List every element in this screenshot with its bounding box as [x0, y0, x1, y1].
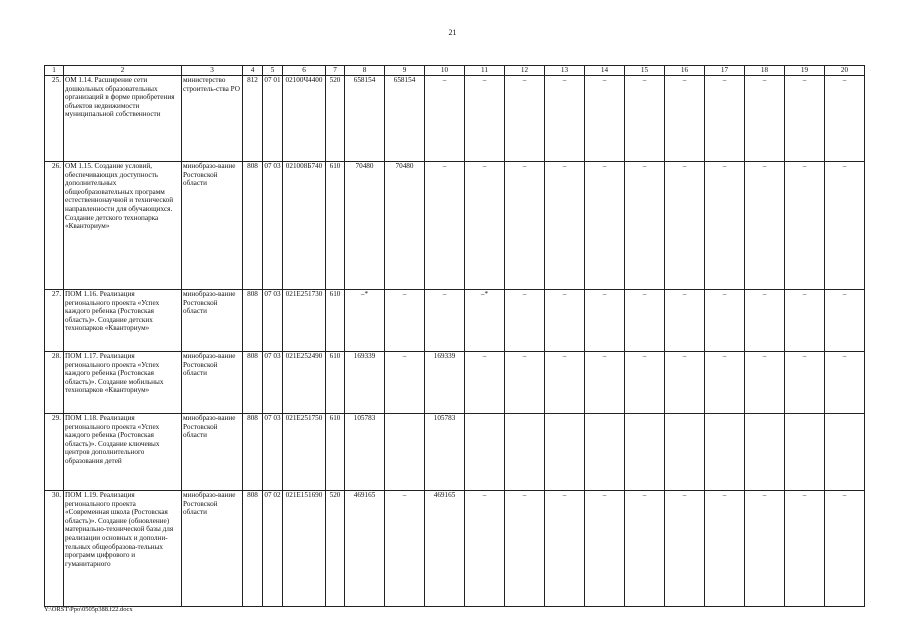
value-cell: –: [745, 76, 785, 162]
executor: министерство строитель-ства РО: [182, 76, 243, 162]
value-cell: 520: [326, 76, 345, 162]
header-cell: 20: [825, 66, 865, 76]
table-row: [45, 290, 865, 352]
measure-name: ОМ 1.15. Создание условий, обеспечивающих доступность дополнительных общеобразовательных программ естественнонаучной и технической направленности для обучающихся. Создание детского технопарка «Кванториум»: [64, 162, 182, 290]
value-cell: –: [705, 162, 745, 290]
value-cell: –: [625, 162, 665, 290]
header-cell: 4: [243, 66, 263, 76]
header-cell: 17: [705, 66, 745, 76]
value-cell: [745, 414, 785, 491]
value-cell: –: [745, 162, 785, 290]
value-cell: 70480: [385, 162, 425, 290]
header-cell: 3: [182, 66, 243, 76]
value-cell: –: [505, 162, 545, 290]
value-cell: –: [705, 290, 745, 352]
row-number: 25.: [45, 76, 64, 162]
value-cell: 07 03: [263, 352, 283, 414]
measure-name: ПОМ 1.19. Реализация регионального проекта «Современная школа (Ростовская область)». Создание (обновление) материально-технической базы для реализации основных и дополни-тельных общеобразова-тельных программ цифрового и гуманитарного: [64, 491, 182, 607]
value-cell: 169339: [345, 352, 385, 414]
value-cell: [585, 414, 625, 491]
value-cell: –: [585, 76, 625, 162]
table-row: [45, 352, 865, 414]
value-cell: 105783: [345, 414, 385, 491]
value-cell: –*: [465, 290, 505, 352]
value-cell: –: [745, 491, 785, 607]
value-cell: –: [705, 491, 745, 607]
value-cell: –: [665, 290, 705, 352]
value-cell: –: [465, 76, 505, 162]
value-cell: –: [385, 491, 425, 607]
row-number: 26.: [45, 162, 64, 290]
header-cell: 16: [665, 66, 705, 76]
value-cell: –: [785, 290, 825, 352]
value-cell: –: [625, 76, 665, 162]
file-path-footer: Y:\ORST\Ppo\0505p388.f22.docx: [44, 606, 133, 613]
value-cell: –: [745, 290, 785, 352]
value-cell: –: [825, 162, 865, 290]
value-cell: –*: [345, 290, 385, 352]
value-cell: 021E252490: [283, 352, 326, 414]
row-number: 29.: [45, 414, 64, 491]
header-cell: 2: [64, 66, 182, 76]
header-row: [45, 66, 865, 76]
value-cell: –: [545, 352, 585, 414]
value-cell: –: [625, 352, 665, 414]
header-cell: 15: [625, 66, 665, 76]
value-cell: –: [425, 162, 465, 290]
measure-name: ПОМ 1.18. Реализация регионального проекта «Успех каждого ребенка (Ростовская область)». Создание ключевых центров дополнительного образования детей: [64, 414, 182, 491]
value-cell: 610: [326, 414, 345, 491]
executor: минобразо-вание Ростовской области: [182, 290, 243, 352]
value-cell: 07 03: [263, 414, 283, 491]
value-cell: 021008Б740: [283, 162, 326, 290]
value-cell: [625, 414, 665, 491]
value-cell: 658154: [345, 76, 385, 162]
value-cell: –: [665, 352, 705, 414]
row-number: 27.: [45, 290, 64, 352]
header-cell: 18: [745, 66, 785, 76]
value-cell: [385, 414, 425, 491]
table-row: [45, 76, 865, 162]
value-cell: –: [505, 290, 545, 352]
value-cell: 808: [243, 162, 263, 290]
value-cell: [785, 414, 825, 491]
value-cell: [825, 414, 865, 491]
value-cell: –: [705, 76, 745, 162]
value-cell: [465, 414, 505, 491]
value-cell: 021E251730: [283, 290, 326, 352]
executor: минобразо-вание Ростовской области: [182, 414, 243, 491]
value-cell: –: [785, 76, 825, 162]
measure-name: ОМ 1.14. Расширение сети дошкольных образовательных организаций в форме приобретения объектов недвижимости муниципальной собственности: [64, 76, 182, 162]
value-cell: –: [505, 491, 545, 607]
header-cell: 6: [283, 66, 326, 76]
value-cell: 70480: [345, 162, 385, 290]
value-cell: 808: [243, 414, 263, 491]
value-cell: –: [465, 352, 505, 414]
header-cell: 7: [326, 66, 345, 76]
value-cell: –: [545, 290, 585, 352]
value-cell: 808: [243, 352, 263, 414]
header-cell: 9: [385, 66, 425, 76]
value-cell: –: [705, 352, 745, 414]
row-number: 30.: [45, 491, 64, 607]
value-cell: –: [585, 491, 625, 607]
value-cell: –: [385, 290, 425, 352]
value-cell: –: [545, 76, 585, 162]
value-cell: 610: [326, 352, 345, 414]
header-cell: 13: [545, 66, 585, 76]
header-cell: 1: [45, 66, 64, 76]
value-cell: 808: [243, 290, 263, 352]
value-cell: 658154: [385, 76, 425, 162]
value-cell: 469165: [345, 491, 385, 607]
budget-table: [44, 65, 865, 607]
value-cell: 610: [326, 290, 345, 352]
value-cell: [705, 414, 745, 491]
header-cell: 14: [585, 66, 625, 76]
value-cell: –: [785, 162, 825, 290]
row-number: 28.: [45, 352, 64, 414]
value-cell: –: [625, 290, 665, 352]
measure-name: ПОМ 1.17. Реализация регионального проекта «Успех каждого ребенка (Ростовская область)». Создание мобильных технопарков «Кванториум»: [64, 352, 182, 414]
value-cell: –: [585, 290, 625, 352]
value-cell: –: [545, 491, 585, 607]
value-cell: –: [825, 76, 865, 162]
executor: минобразо-вание Ростовской области: [182, 491, 243, 607]
value-cell: –: [665, 162, 705, 290]
measure-name: ПОМ 1.16. Реализация регионального проекта «Успех каждого ребенка (Ростовская область)». Создание детских технопарков «Кванториум»: [64, 290, 182, 352]
executor: минобразо-вание Ростовской области: [182, 162, 243, 290]
value-cell: –: [665, 76, 705, 162]
value-cell: –: [785, 352, 825, 414]
value-cell: 02100Ч4400: [283, 76, 326, 162]
value-cell: 610: [326, 162, 345, 290]
value-cell: 469165: [425, 491, 465, 607]
value-cell: 07 01: [263, 76, 283, 162]
value-cell: –: [505, 352, 545, 414]
value-cell: –: [505, 76, 545, 162]
value-cell: 520: [326, 491, 345, 607]
value-cell: –: [825, 352, 865, 414]
value-cell: –: [425, 76, 465, 162]
value-cell: –: [825, 491, 865, 607]
value-cell: 07 03: [263, 290, 283, 352]
value-cell: –: [625, 491, 665, 607]
value-cell: 169339: [425, 352, 465, 414]
page-number: 21: [448, 28, 457, 37]
value-cell: –: [785, 491, 825, 607]
value-cell: [545, 414, 585, 491]
value-cell: 07 03: [263, 162, 283, 290]
value-cell: 105783: [425, 414, 465, 491]
value-cell: –: [665, 491, 705, 607]
value-cell: 07 02: [263, 491, 283, 607]
value-cell: –: [425, 290, 465, 352]
table-row: [45, 414, 865, 491]
header-cell: 12: [505, 66, 545, 76]
executor: минобразо-вание Ростовской области: [182, 352, 243, 414]
value-cell: –: [585, 352, 625, 414]
header-cell: 8: [345, 66, 385, 76]
table-row: [45, 162, 865, 290]
header-cell: 10: [425, 66, 465, 76]
value-cell: 808: [243, 491, 263, 607]
header-cell: 5: [263, 66, 283, 76]
value-cell: 812: [243, 76, 263, 162]
value-cell: –: [385, 352, 425, 414]
value-cell: 021E151690: [283, 491, 326, 607]
value-cell: –: [465, 491, 505, 607]
value-cell: –: [545, 162, 585, 290]
value-cell: 021E251750: [283, 414, 326, 491]
value-cell: –: [585, 162, 625, 290]
value-cell: –: [825, 290, 865, 352]
value-cell: –: [745, 352, 785, 414]
value-cell: [665, 414, 705, 491]
header-cell: 11: [465, 66, 505, 76]
header-cell: 19: [785, 66, 825, 76]
value-cell: –: [465, 162, 505, 290]
value-cell: [505, 414, 545, 491]
table-row: [45, 491, 865, 607]
